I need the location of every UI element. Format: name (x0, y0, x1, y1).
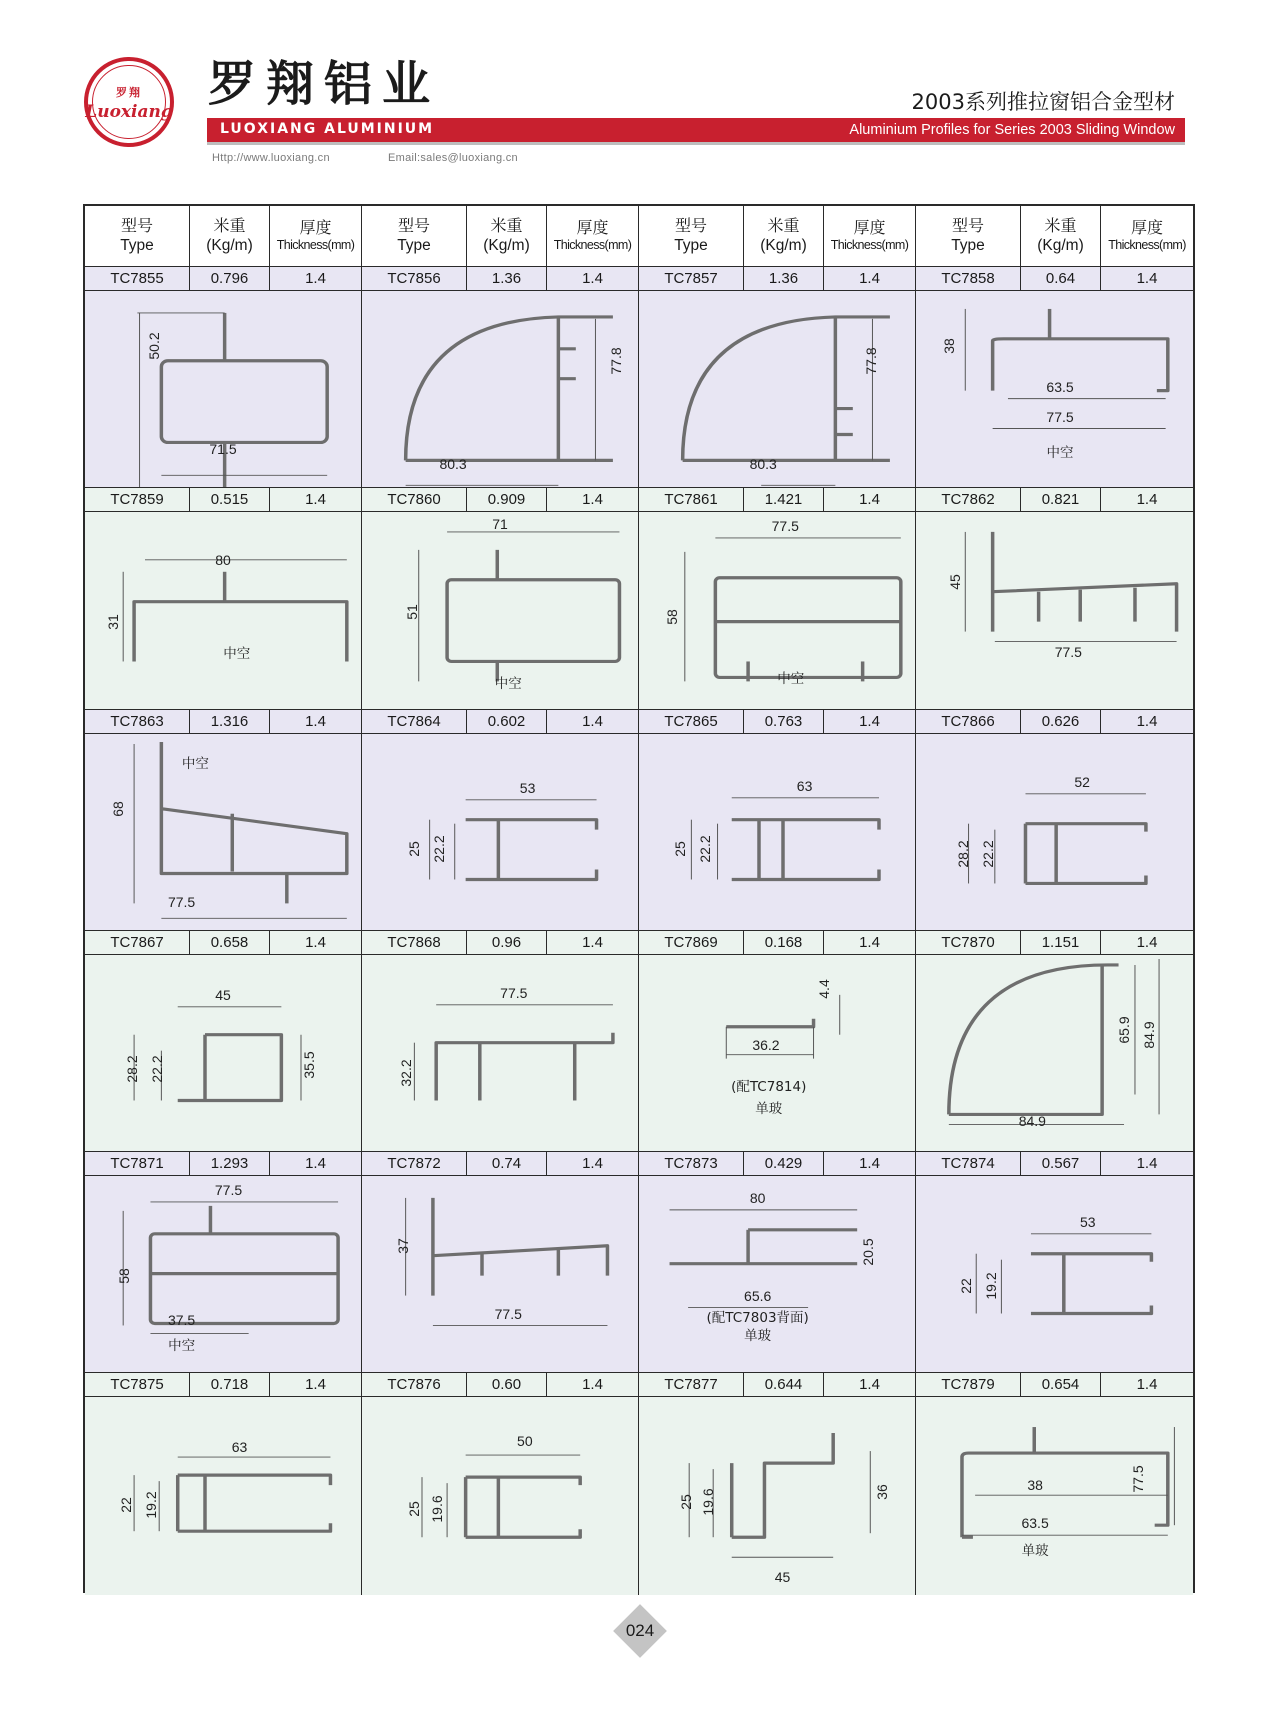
profile-cross-section-icon (916, 512, 1193, 708)
profile-weight: 0.644 (744, 1373, 824, 1396)
header-block (362, 206, 639, 266)
profile-weight: 0.515 (190, 488, 270, 511)
profile-info-block (362, 710, 639, 733)
profile-drawing-cell (362, 734, 639, 930)
header-block (639, 206, 916, 266)
column-header-type (639, 206, 744, 266)
header-block (85, 206, 362, 266)
profile-info-block (362, 267, 639, 290)
profile-type: TC7860 (362, 488, 467, 511)
profile-thickness: 1.4 (582, 1376, 603, 1394)
column-header-thickness-cn: 厚度 (1130, 218, 1163, 238)
profile-cross-section-icon (916, 734, 1193, 930)
profile-weight: 1.293 (190, 1152, 270, 1175)
profile-thickness: 1.4 (859, 1376, 880, 1394)
dimension-label: 32.2 (398, 1059, 415, 1087)
profile-drawing-row (85, 291, 1193, 488)
profile-cross-section-icon (639, 955, 915, 1151)
profile-cross-section-icon (916, 1176, 1193, 1372)
profile-note: 中空 (777, 671, 805, 688)
profile-weight: 1.316 (190, 710, 270, 733)
profile-thickness: 1.4 (1136, 1155, 1158, 1173)
profile-drawing-row (85, 512, 1193, 709)
profile-note: 单玻 (755, 1100, 783, 1117)
dimension-label: 63.5 (1021, 1515, 1049, 1532)
column-header-weight-cn: 米重 (767, 216, 800, 236)
column-header-weight (744, 206, 824, 266)
profile-drawing-cell (916, 1176, 1193, 1372)
profile-type: TC7874 (916, 1152, 1021, 1175)
profile-drawing-cell (639, 1176, 916, 1372)
website-link[interactable]: Http://www.luoxiang.cn (212, 152, 330, 164)
brand-name-english: LUOXIANG ALUMINIUM (220, 121, 435, 137)
dimension-label: 50 (517, 1433, 533, 1450)
profile-cross-section-icon (85, 955, 361, 1151)
profile-drawing-cell (85, 1176, 362, 1372)
profile-info-block (916, 488, 1193, 511)
profile-info-block (85, 488, 362, 511)
profile-type: TC7875 (85, 1373, 190, 1396)
profile-weight: 0.74 (467, 1152, 547, 1175)
profile-thickness: 1.4 (859, 270, 880, 287)
column-header-weight-cn: 米重 (490, 216, 523, 236)
profile-note: 中空 (168, 1338, 196, 1355)
dimension-label: 19.2 (982, 1272, 999, 1300)
profile-type: TC7858 (916, 267, 1021, 290)
column-header-thickness (547, 206, 638, 266)
logo-chinese-text: 罗翔 (116, 86, 142, 99)
dimension-label: 80.3 (439, 456, 467, 472)
profile-row-group (85, 267, 1193, 488)
profile-thickness: 1.4 (582, 270, 603, 287)
profile-thickness: 1.4 (859, 1155, 880, 1173)
profile-note: 单玻 (1021, 1543, 1049, 1560)
dimension-label: 45 (215, 986, 231, 1003)
profile-cross-section-icon (362, 291, 638, 487)
profile-weight: 1.421 (744, 488, 824, 511)
column-header-thickness-cn: 厚度 (299, 218, 332, 238)
profile-weight: 0.168 (744, 931, 824, 954)
profile-drawing-cell (916, 955, 1193, 1151)
column-header-thickness-en: Thickness(mm) (276, 238, 355, 253)
profile-drawing-cell (639, 734, 916, 930)
profile-type: TC7859 (85, 488, 190, 511)
dimension-label: 25 (677, 1494, 694, 1511)
profile-info-block (916, 1373, 1193, 1396)
dimension-label: 58 (115, 1268, 132, 1284)
dimension-label: 19.2 (143, 1491, 160, 1520)
profile-type: TC7866 (916, 710, 1021, 733)
profile-cross-section-icon (362, 1397, 638, 1594)
profile-drawing-cell (916, 512, 1193, 708)
dimension-label: 22.2 (980, 839, 997, 868)
profile-drawing-cell (362, 512, 639, 708)
profile-type: TC7863 (85, 710, 190, 733)
profile-cross-section-icon (85, 512, 361, 708)
dimension-label: 80.3 (749, 456, 777, 472)
profile-thickness: 1.4 (305, 933, 326, 951)
profile-info-block (85, 1152, 362, 1175)
profile-info-block (362, 931, 639, 954)
column-header-thickness (1101, 206, 1193, 266)
dimension-label: 19.6 (428, 1495, 445, 1524)
dimension-label: 63 (231, 1439, 248, 1456)
profile-type: TC7872 (362, 1152, 467, 1175)
dimension-label: 52 (1074, 773, 1090, 790)
column-header-thickness (270, 206, 361, 266)
table-header (85, 206, 1193, 267)
profile-thickness: 1.4 (305, 1155, 326, 1173)
profile-type: TC7855 (85, 267, 190, 290)
dimension-label: 71.5 (209, 441, 237, 457)
profile-weight: 0.658 (190, 931, 270, 954)
profile-info-block (85, 931, 362, 954)
dimension-label: 36 (873, 1484, 890, 1501)
profile-type: TC7865 (639, 710, 744, 733)
profile-drawing-cell (362, 1397, 639, 1594)
profile-drawing-cell (85, 955, 362, 1151)
profile-type: TC7879 (916, 1373, 1021, 1396)
dimension-label: 25 (406, 840, 423, 857)
profile-thickness: 1.4 (305, 491, 326, 509)
dimension-label: 28.2 (955, 839, 972, 868)
column-header-type-en: Type (674, 237, 708, 255)
dimension-label: 22.2 (697, 834, 714, 863)
column-header-weight (1021, 206, 1101, 266)
profile-thickness: 1.4 (859, 933, 880, 951)
profile-weight: 1.151 (1021, 931, 1101, 954)
dimension-label: 84.9 (1018, 1112, 1046, 1129)
profile-info-row (85, 931, 1193, 955)
profile-info-block (639, 1152, 916, 1175)
profile-drawing-cell (916, 734, 1193, 930)
profile-info-block (639, 267, 916, 290)
logo-script-text: Luoxiang (85, 102, 173, 122)
profile-cross-section-icon (362, 1176, 638, 1372)
dimension-label: 77.8 (607, 347, 624, 375)
profile-row-group (85, 1152, 1193, 1373)
column-header-thickness (824, 206, 915, 266)
profile-type: TC7877 (639, 1373, 744, 1396)
dimension-label: 50.2 (146, 332, 162, 360)
profile-info-row (85, 267, 1193, 291)
profile-info-block (916, 931, 1193, 954)
profile-cross-section-icon (85, 291, 361, 487)
profile-info-block (85, 1373, 362, 1396)
dimension-label: 77.8 (862, 347, 879, 375)
profile-info-row (85, 1373, 1193, 1397)
dimension-label: 4.4 (815, 979, 832, 999)
profile-drawing-cell (85, 734, 362, 930)
column-header-weight-cn: 米重 (1044, 216, 1077, 236)
profile-drawing-cell (639, 512, 916, 708)
profile-note: 中空 (1046, 445, 1074, 461)
profile-type: TC7870 (916, 931, 1021, 954)
profile-thickness: 1.4 (582, 933, 603, 951)
dimension-label: 35.5 (300, 1051, 317, 1079)
profile-thickness: 1.4 (859, 712, 880, 730)
profile-weight: 0.796 (190, 267, 270, 290)
dimension-label: 45 (774, 1569, 791, 1586)
profile-weight: 0.654 (1021, 1373, 1101, 1396)
profile-note: (配TC7803背面) (706, 1310, 809, 1327)
dimension-label: 22 (957, 1278, 974, 1294)
profile-cross-section-icon (639, 734, 915, 930)
profile-thickness: 1.4 (582, 491, 603, 509)
column-header-weight-en: (Kg/m) (760, 237, 807, 255)
dimension-label: 63.5 (1046, 379, 1074, 395)
profile-row-group (85, 1373, 1193, 1594)
profile-drawing-cell (639, 291, 916, 487)
profile-info-block (639, 931, 916, 954)
column-header-weight-cn: 米重 (213, 216, 246, 236)
column-header-type (916, 206, 1021, 266)
column-header-type-en: Type (397, 237, 431, 255)
column-header-type-en: Type (951, 237, 985, 255)
dimension-label: 28.2 (123, 1055, 140, 1083)
profile-info-block (639, 710, 916, 733)
column-header-thickness-cn: 厚度 (576, 218, 609, 238)
profile-info-block (916, 267, 1193, 290)
profile-drawing-cell (362, 1176, 639, 1372)
dimension-label: 45 (946, 574, 963, 591)
profile-thickness: 1.4 (582, 712, 603, 730)
profile-row-group (85, 488, 1193, 709)
profile-cross-section-icon (85, 734, 361, 930)
dimension-label: 77.5 (771, 518, 799, 535)
dimension-label: 22.2 (148, 1055, 165, 1083)
profile-row-group (85, 710, 1193, 931)
profile-thickness: 1.4 (1136, 712, 1158, 730)
profile-thickness: 1.4 (305, 270, 326, 287)
profile-weight: 1.36 (744, 267, 824, 290)
column-header-thickness-en: Thickness(mm) (1108, 238, 1186, 253)
profile-info-block (85, 267, 362, 290)
column-header-weight-en: (Kg/m) (206, 237, 253, 255)
profile-info-block (916, 1152, 1193, 1175)
column-header-type-cn: 型号 (120, 216, 153, 236)
dimension-label: 25 (672, 840, 689, 857)
profile-drawing-cell (362, 291, 639, 487)
column-header-type (362, 206, 467, 266)
dimension-label: 77.5 (494, 1306, 522, 1323)
profile-info-block (916, 710, 1193, 733)
profile-drawing-cell (916, 291, 1193, 487)
column-header-thickness-en: Thickness(mm) (830, 238, 909, 253)
profile-weight: 0.64 (1021, 267, 1101, 290)
header-block (916, 206, 1193, 266)
dimension-label: 36.2 (752, 1036, 780, 1053)
dimension-label: 51 (403, 604, 420, 621)
profile-weight: 0.567 (1021, 1152, 1101, 1175)
profile-drawing-cell (639, 1397, 916, 1594)
profile-row-group (85, 931, 1193, 1152)
profile-weight: 0.626 (1021, 710, 1101, 733)
profile-type: TC7861 (639, 488, 744, 511)
dimension-label: 37.5 (167, 1312, 196, 1329)
dimension-label: 65.9 (1115, 1016, 1132, 1044)
column-header-thickness-en: Thickness(mm) (553, 238, 632, 253)
dimension-label: 77.5 (214, 1182, 243, 1199)
dimension-label: 77.5 (500, 984, 528, 1001)
dimension-label: 37 (395, 1238, 412, 1254)
profile-type: TC7867 (85, 931, 190, 954)
profile-cross-section-icon (639, 1176, 915, 1372)
profile-info-block (362, 1373, 639, 1396)
profile-thickness: 1.4 (582, 1155, 603, 1173)
profile-drawing-row (85, 1397, 1193, 1594)
profile-weight: 1.36 (467, 267, 547, 290)
profile-weight: 0.60 (467, 1373, 547, 1396)
brand-name-chinese: 罗翔铝业 (208, 56, 441, 112)
dimension-label: 31 (104, 614, 121, 631)
profile-table (83, 204, 1195, 1593)
dimension-label: 68 (110, 800, 127, 817)
dimension-label: 77.5 (167, 893, 196, 910)
profile-drawing-row (85, 1176, 1193, 1373)
profile-info-block (362, 1152, 639, 1175)
profile-thickness: 1.4 (1136, 491, 1158, 509)
dimension-label: 38 (941, 338, 958, 354)
profile-type: TC7856 (362, 267, 467, 290)
dimension-label: 63 (796, 777, 813, 794)
profile-type: TC7864 (362, 710, 467, 733)
profile-note: 中空 (223, 646, 251, 663)
column-header-weight (467, 206, 547, 266)
profile-thickness: 1.4 (859, 491, 880, 509)
dimension-label: 77.5 (1046, 409, 1074, 425)
profile-weight: 0.602 (467, 710, 547, 733)
profile-cross-section-icon (916, 955, 1193, 1151)
dimension-label: 22.2 (431, 834, 448, 863)
profile-cross-section-icon (639, 291, 915, 487)
profile-drawing-cell (85, 291, 362, 487)
dimension-label: 84.9 (1140, 1021, 1157, 1049)
column-header-type-cn: 型号 (397, 216, 430, 236)
profile-info-row (85, 488, 1193, 512)
dimension-label: 38 (1027, 1477, 1043, 1494)
profile-drawing-cell (362, 955, 639, 1151)
column-header-type (85, 206, 190, 266)
profile-type: TC7873 (639, 1152, 744, 1175)
profile-drawing-cell (85, 512, 362, 708)
column-header-type-cn: 型号 (951, 216, 984, 236)
dimension-label: 80 (215, 552, 231, 569)
dimension-label: 71 (492, 516, 508, 533)
column-header-type-cn: 型号 (674, 216, 707, 236)
dimension-label: 20.5 (860, 1238, 877, 1266)
dimension-label: 53 (519, 779, 536, 796)
profile-drawing-cell (85, 1397, 362, 1594)
profile-info-block (362, 488, 639, 511)
profile-type: TC7868 (362, 931, 467, 954)
dimension-label: 53 (1079, 1214, 1096, 1231)
profile-type: TC7871 (85, 1152, 190, 1175)
column-header-weight (190, 206, 270, 266)
dimension-label: 80 (749, 1190, 766, 1207)
profile-info-block (85, 710, 362, 733)
profile-drawing-cell (639, 955, 916, 1151)
profile-note: 中空 (181, 755, 209, 772)
catalog-title-english: Aluminium Profiles for Series 2003 Sliding Window (849, 122, 1175, 138)
profile-drawing-row (85, 734, 1193, 931)
profile-thickness: 1.4 (305, 712, 326, 730)
email-link[interactable]: Email:sales@luoxiang.cn (388, 152, 518, 164)
profile-thickness: 1.4 (1136, 270, 1158, 287)
dimension-label: 77.5 (1054, 644, 1082, 661)
profile-type: TC7876 (362, 1373, 467, 1396)
dimension-label: 77.5 (1129, 1465, 1146, 1494)
profile-thickness: 1.4 (1136, 1376, 1158, 1394)
profile-note: 中空 (494, 676, 522, 693)
profile-weight: 0.96 (467, 931, 547, 954)
profile-thickness: 1.4 (305, 1376, 326, 1394)
profile-weight: 0.718 (190, 1373, 270, 1396)
profile-thickness: 1.4 (1136, 933, 1158, 951)
profile-type: TC7857 (639, 267, 744, 290)
profile-info-row (85, 1152, 1193, 1176)
profile-weight: 0.429 (744, 1152, 824, 1175)
column-header-weight-en: (Kg/m) (1037, 237, 1084, 255)
profile-note: 单玻 (744, 1328, 772, 1345)
dimension-label: 19.6 (700, 1488, 716, 1517)
profile-note: (配TC7814) (731, 1078, 807, 1095)
catalog-title-chinese: 2003系列推拉窗铝合金型材 (911, 90, 1175, 114)
dimension-label: 22 (118, 1497, 135, 1514)
column-header-thickness-cn: 厚度 (853, 218, 886, 238)
column-header-type-en: Type (120, 237, 154, 255)
profile-type: TC7869 (639, 931, 744, 954)
profile-cross-section-icon (362, 734, 638, 930)
profile-info-block (639, 488, 916, 511)
page-number: 024 (625, 1621, 655, 1640)
dimension-label: 65.6 (744, 1288, 772, 1305)
dimension-label: 58 (664, 609, 681, 626)
profile-drawing-cell (916, 1397, 1193, 1594)
profile-type: TC7862 (916, 488, 1021, 511)
profile-drawing-row (85, 955, 1193, 1152)
company-logo (84, 57, 174, 147)
profile-info-block (639, 1373, 916, 1396)
dimension-label: 25 (406, 1501, 423, 1518)
profile-weight: 0.909 (467, 488, 547, 511)
profile-weight: 0.821 (1021, 488, 1101, 511)
profile-weight: 0.763 (744, 710, 824, 733)
profile-cross-section-icon (916, 1397, 1193, 1594)
column-header-weight-en: (Kg/m) (483, 237, 530, 255)
profile-info-row (85, 710, 1193, 734)
